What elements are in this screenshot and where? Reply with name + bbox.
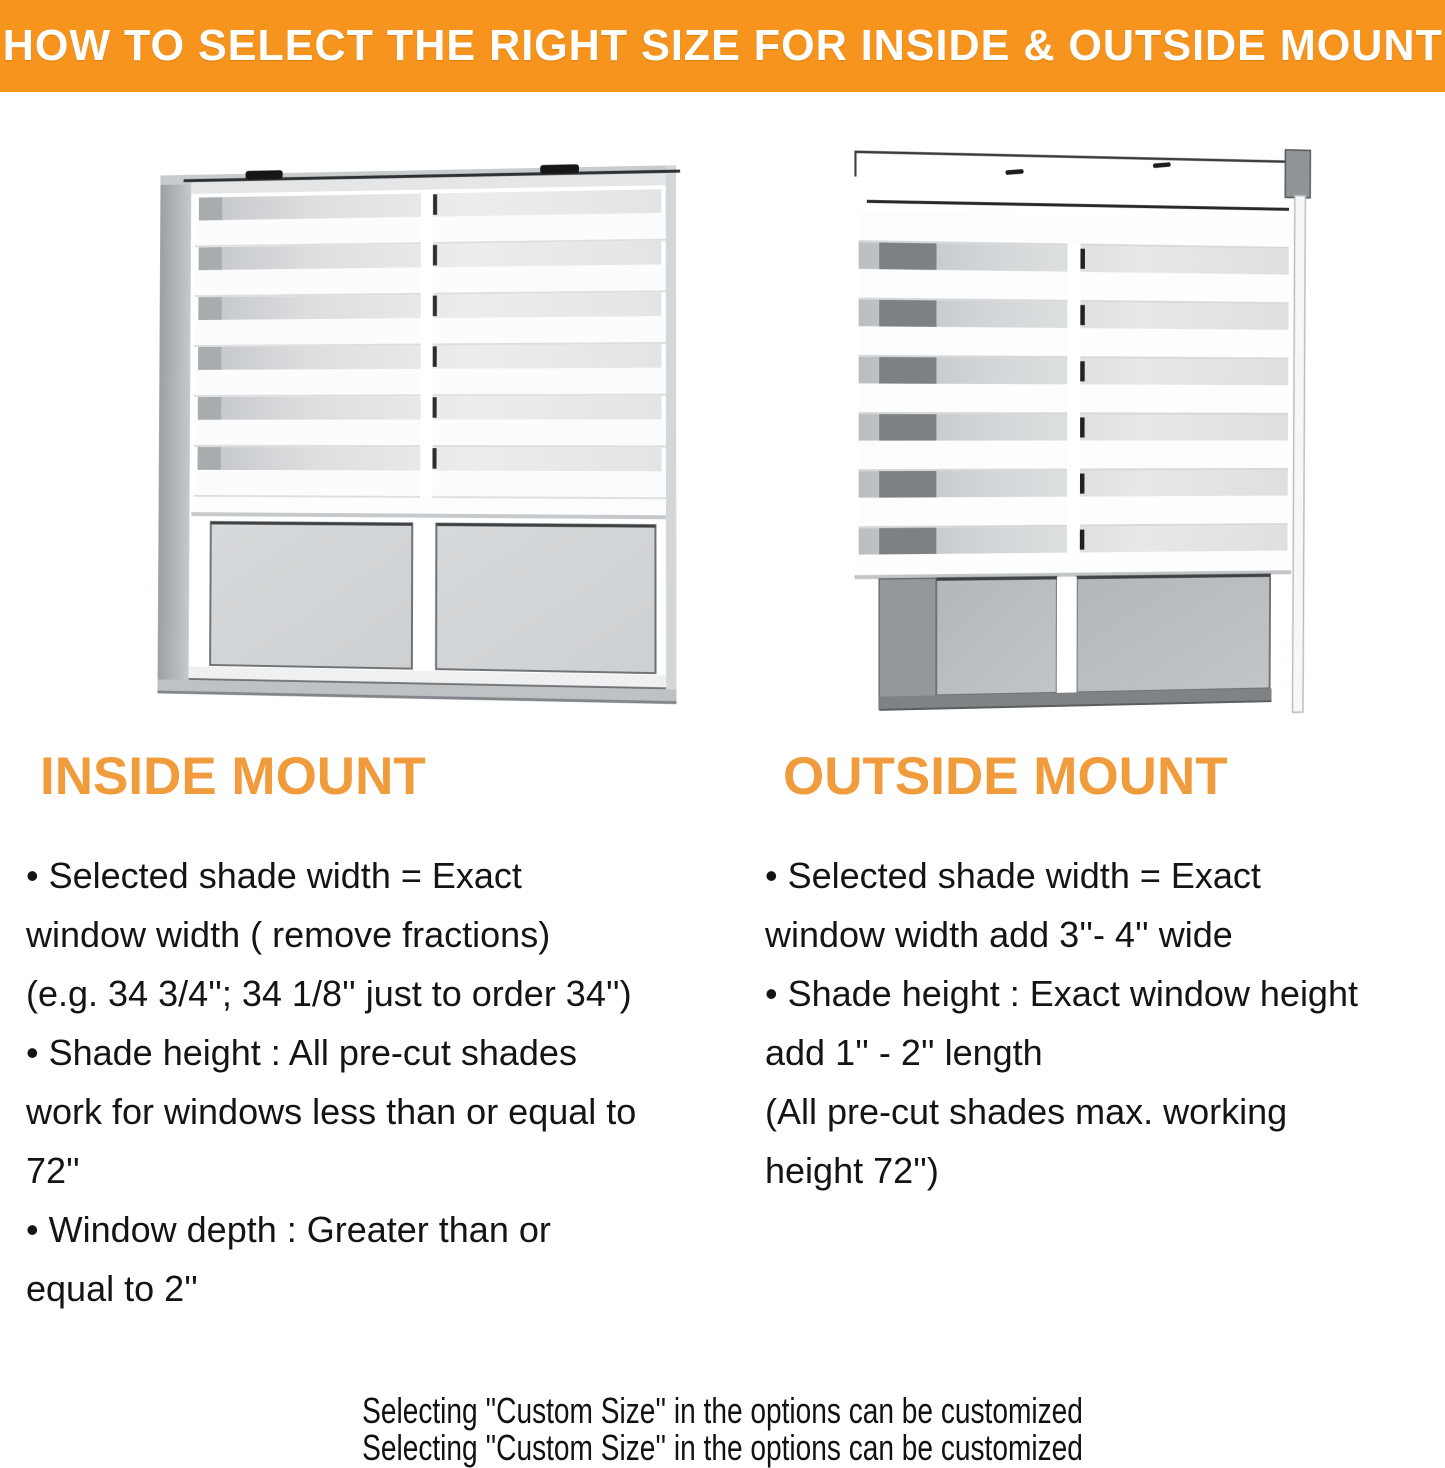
outside-mount-illustration [855, 132, 1325, 738]
inside-mount-heading: INSIDE MOUNT [40, 746, 426, 807]
instruction-line: height 72'') [765, 1141, 1445, 1200]
custom-size-note-text-clipped: Selecting ''Custom Size'' in the options can be customized [159, 1429, 1286, 1466]
instruction-line: window width add 3''- 4'' wide [765, 905, 1445, 964]
instruction-line: • Shade height : Exact window height [765, 964, 1445, 1023]
inside-mount-instructions [26, 846, 731, 1318]
instruction-line: (All pre-cut shades max. working [765, 1082, 1445, 1141]
header-banner [0, 0, 1445, 92]
outside-mount-window-drawing [852, 125, 1320, 743]
instruction-line: add 1'' - 2'' length [765, 1023, 1445, 1082]
shade-bottom-rail [191, 497, 665, 519]
window-glass [879, 574, 1272, 710]
instruction-line: work for windows less than or equal to [26, 1082, 731, 1141]
inside-mount-window-drawing [146, 143, 689, 717]
instruction-line: • Shade height : All pre-cut shades [26, 1023, 731, 1082]
custom-size-note [0, 1392, 1445, 1466]
instruction-line: • Selected shade width = Exact [765, 846, 1445, 905]
instruction-line: 72'' [26, 1141, 731, 1200]
zebra-shade-fabric [854, 211, 1292, 579]
window-frame-jamb [879, 578, 936, 708]
custom-size-note-text: Selecting ''Custom Size'' in the options can be customized [159, 1392, 1286, 1429]
side-channel [1292, 196, 1305, 713]
instruction-line: window width ( remove fractions) [26, 905, 731, 964]
mounting-bracket [1285, 150, 1310, 198]
instruction-line: • Window depth : Greater than or [26, 1200, 731, 1259]
outside-mount-heading: OUTSIDE MOUNT [783, 746, 1228, 807]
outside-mount-instructions [765, 846, 1445, 1200]
page-title: HOW TO SELECT THE RIGHT SIZE FOR INSIDE & OUTSIDE MOUNT [2, 21, 1442, 71]
zebra-shade-fabric [191, 187, 665, 519]
inside-mount-illustration [140, 148, 685, 710]
instruction-line: • Selected shade width = Exact [26, 846, 731, 905]
instruction-line: equal to 2'' [26, 1259, 731, 1318]
instruction-line: (e.g. 34 3/4''; 34 1/8'' just to order 34'') [26, 964, 731, 1023]
